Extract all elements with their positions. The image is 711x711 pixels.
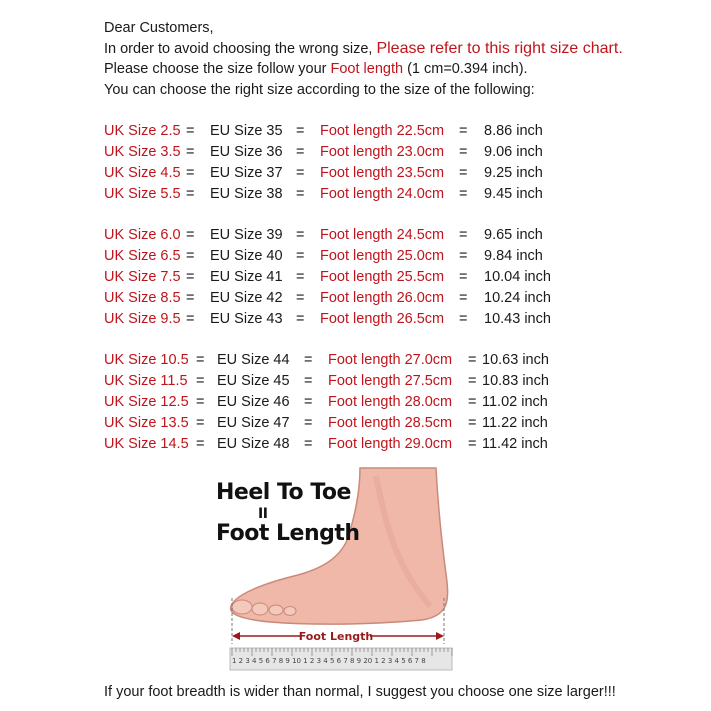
eu-size: EU Size 37 <box>210 165 283 181</box>
inch-value: 11.42 inch <box>482 436 548 452</box>
equals-sign: = <box>468 394 477 410</box>
equals-sign: = <box>296 144 305 160</box>
uk-size: UK Size 9.5 <box>104 311 181 327</box>
foot-length: Foot length 26.5cm <box>320 311 445 327</box>
equals-sign: = <box>304 436 313 452</box>
eu-size: EU Size 41 <box>210 269 283 285</box>
equals-sign: = <box>459 290 468 306</box>
greeting: Dear Customers, <box>104 20 214 36</box>
foot-length: Foot length 24.5cm <box>320 227 445 243</box>
foot-length-illustration <box>210 466 460 672</box>
intro-line-3 <box>104 59 623 80</box>
uk-size: UK Size 3.5 <box>104 144 181 160</box>
foot-length: Foot length 28.5cm <box>328 415 453 431</box>
uk-size: UK Size 6.0 <box>104 227 181 243</box>
intro-line-2 <box>104 39 623 60</box>
inch-value: 10.63 inch <box>482 352 549 368</box>
uk-size: UK Size 12.5 <box>104 394 189 410</box>
foot-length: Foot length 27.5cm <box>328 373 453 389</box>
equals-sign: = <box>304 373 313 389</box>
equals-sign: = <box>296 290 305 306</box>
eu-size: EU Size 40 <box>210 248 283 264</box>
inch-value: 10.04 inch <box>484 269 551 285</box>
equals-sign: = <box>196 436 205 452</box>
inch-value: 11.02 inch <box>482 394 548 410</box>
eu-size: EU Size 46 <box>217 394 290 410</box>
equals-sign: = <box>296 186 305 202</box>
inch-value: 9.25 inch <box>484 165 543 181</box>
foot-length: Foot length 25.5cm <box>320 269 445 285</box>
inch-value: 9.06 inch <box>484 144 543 160</box>
foot-length: Foot length 22.5cm <box>320 123 445 139</box>
figure-separator: II <box>258 506 268 522</box>
equals-sign: = <box>186 186 195 202</box>
foot-length: Foot length 25.0cm <box>320 248 445 264</box>
figure-subtitle: Foot Length <box>216 521 360 546</box>
foot-length: Foot length 29.0cm <box>328 436 453 452</box>
inch-value: 11.22 inch <box>482 415 548 431</box>
eu-size: EU Size 44 <box>217 352 290 368</box>
equals-sign: = <box>304 415 313 431</box>
eu-size: EU Size 39 <box>210 227 283 243</box>
foot-length: Foot length 23.5cm <box>320 165 445 181</box>
uk-size: UK Size 2.5 <box>104 123 181 139</box>
equals-sign: = <box>186 311 195 327</box>
equals-sign: = <box>459 311 468 327</box>
equals-sign: = <box>296 311 305 327</box>
equals-sign: = <box>459 165 468 181</box>
footer-note: If your foot breadth is wider than normal, I suggest you choose one size larger!!! <box>104 684 616 700</box>
equals-sign: = <box>459 123 468 139</box>
inch-value: 9.45 inch <box>484 186 543 202</box>
inch-value: 9.65 inch <box>484 227 543 243</box>
foot-length: Foot length 26.0cm <box>320 290 445 306</box>
intro-line-2-text: In order to avoid choosing the wrong size, <box>104 40 373 57</box>
eu-size: EU Size 48 <box>217 436 290 452</box>
inch-value: 10.83 inch <box>482 373 549 389</box>
uk-size: UK Size 5.5 <box>104 186 181 202</box>
uk-size: UK Size 10.5 <box>104 352 189 368</box>
arrow-label: Foot Length <box>298 630 374 643</box>
eu-size: EU Size 47 <box>217 415 290 431</box>
conversion-note: (1 cm=0.394 inch). <box>407 61 528 77</box>
foot-length: Foot length 23.0cm <box>320 144 445 160</box>
equals-sign: = <box>186 165 195 181</box>
eu-size: EU Size 42 <box>210 290 283 306</box>
figure-title: Heel To Toe <box>216 480 351 505</box>
inch-value: 8.86 inch <box>484 123 543 139</box>
equals-sign: = <box>468 352 477 368</box>
uk-size: UK Size 13.5 <box>104 415 189 431</box>
equals-sign: = <box>186 248 195 264</box>
uk-size: UK Size 6.5 <box>104 248 181 264</box>
uk-size: UK Size 14.5 <box>104 436 189 452</box>
equals-sign: = <box>304 394 313 410</box>
foot-length: Foot length 28.0cm <box>328 394 453 410</box>
equals-sign: = <box>196 373 205 389</box>
eu-size: EU Size 45 <box>217 373 290 389</box>
foot-length-highlight: Foot length <box>330 61 404 77</box>
equals-sign: = <box>468 373 477 389</box>
equals-sign: = <box>186 123 195 139</box>
eu-size: EU Size 35 <box>210 123 283 139</box>
uk-size: UK Size 11.5 <box>104 373 188 389</box>
uk-size: UK Size 8.5 <box>104 290 181 306</box>
intro-block <box>104 18 623 100</box>
uk-size: UK Size 7.5 <box>104 269 181 285</box>
inch-value: 9.84 inch <box>484 248 543 264</box>
equals-sign: = <box>468 436 477 452</box>
inch-value: 10.43 inch <box>484 311 551 327</box>
equals-sign: = <box>296 269 305 285</box>
eu-size: EU Size 38 <box>210 186 283 202</box>
equals-sign: = <box>196 352 205 368</box>
foot-length: Foot length 27.0cm <box>328 352 453 368</box>
equals-sign: = <box>186 144 195 160</box>
equals-sign: = <box>196 415 205 431</box>
equals-sign: = <box>459 269 468 285</box>
equals-sign: = <box>459 227 468 243</box>
equals-sign: = <box>186 227 195 243</box>
equals-sign: = <box>296 123 305 139</box>
equals-sign: = <box>196 394 205 410</box>
size-chart-notice: Please refer to this right size chart. <box>376 39 623 57</box>
inch-value: 10.24 inch <box>484 290 551 306</box>
equals-sign: = <box>459 186 468 202</box>
intro-line-3-text: Please choose the size follow your <box>104 61 327 77</box>
intro-line-4: You can choose the right size according to the size of the following: <box>104 81 535 98</box>
equals-sign: = <box>296 165 305 181</box>
equals-sign: = <box>468 415 477 431</box>
equals-sign: = <box>296 248 305 264</box>
equals-sign: = <box>186 290 195 306</box>
equals-sign: = <box>296 227 305 243</box>
equals-sign: = <box>459 248 468 264</box>
eu-size: EU Size 43 <box>210 311 283 327</box>
equals-sign: = <box>459 144 468 160</box>
foot-length: Foot length 24.0cm <box>320 186 445 202</box>
equals-sign: = <box>186 269 195 285</box>
equals-sign: = <box>304 352 313 368</box>
uk-size: UK Size 4.5 <box>104 165 181 181</box>
ruler-numbers: 1 2 3 4 5 6 7 8 9 10 1 2 3 4 5 6 7 8 9 20 1 2 3 4 5 6 7 8 <box>232 657 426 665</box>
eu-size: EU Size 36 <box>210 144 283 160</box>
